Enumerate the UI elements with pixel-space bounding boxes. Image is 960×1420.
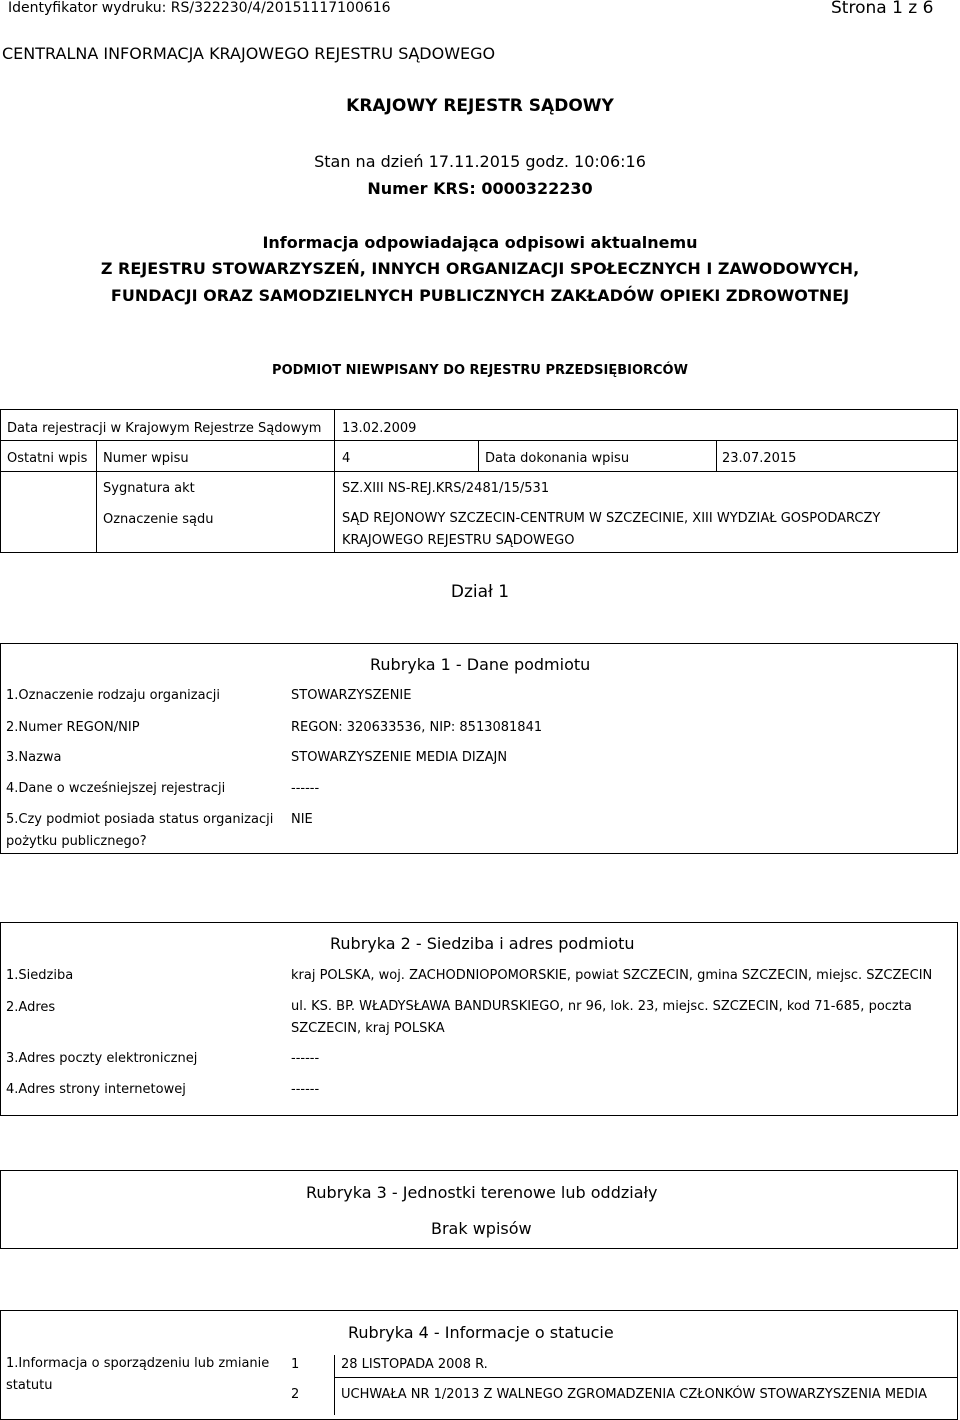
signature-label: Sygnatura akt: [103, 481, 195, 496]
r4-entry-2-value: UCHWAŁA NR 1/2013 Z WALNEGO ZGROMADZENIA CZŁONKÓW STOWARZYSZENIA MEDIA: [341, 1387, 927, 1402]
r1-value-4: ------: [291, 781, 320, 796]
entry-date-label: Data dokonania wpisu: [485, 451, 630, 466]
rubryka-3-empty: Brak wpisów: [431, 1219, 532, 1238]
subject-type: PODMIOT NIEWPISANY DO REJESTRU PRZEDSIĘBIORCÓW: [272, 363, 688, 378]
signature-value: SZ.XIII NS-REJ.KRS/2481/15/531: [342, 481, 550, 496]
r2-value-4: ------: [291, 1082, 320, 1097]
r2-value-1: kraj POLSKA, woj. ZACHODNIOPOMORSKIE, powiat SZCZECIN, gmina SZCZECIN, miejsc. SZCZECIN: [291, 968, 933, 983]
r2-label-2: 2.Adres: [6, 1000, 56, 1015]
r2-label-3: 3.Adres poczty elektronicznej: [6, 1051, 198, 1066]
rubryka-1-title: Rubryka 1 - Dane podmiotu: [370, 655, 591, 674]
r1-value-2: REGON: 320633536, NIP: 8513081841: [291, 720, 543, 735]
state-date: Stan na dzień 17.11.2015 godz. 10:06:16: [314, 152, 646, 171]
info-line-3: FUNDACJI ORAZ SAMODZIELNYCH PUBLICZNYCH ZAKŁADÓW OPIEKI ZDROWOTNEJ: [110, 286, 850, 305]
r1-label-3: 3.Nazwa: [6, 750, 62, 765]
section-title: Dział 1: [450, 582, 510, 602]
r1-value-3: STOWARZYSZENIE MEDIA DIZAJN: [291, 750, 508, 765]
r1-label-1: 1.Oznaczenie rodzaju organizacji: [6, 688, 220, 703]
registration-date-value: 13.02.2009: [342, 421, 417, 436]
r1-label-4: 4.Dane o wcześniejszej rejestracji: [6, 781, 226, 796]
r1-label-5: 5.Czy podmiot posiada status organizacji pożytku publicznego?: [6, 812, 274, 849]
r4-label-1: 1.Informacja o sporządzeniu lub zmianie statutu: [6, 1356, 270, 1393]
rubryka-2-title: Rubryka 2 - Siedziba i adres podmiotu: [330, 934, 635, 953]
rubryka-4-title: Rubryka 4 - Informacje o statucie: [348, 1323, 614, 1342]
r2-label-4: 4.Adres strony internetowej: [6, 1082, 186, 1097]
registry-title: KRAJOWY REJESTR SĄDOWY: [346, 96, 614, 116]
court-value: SĄD REJONOWY SZCZECIN-CENTRUM W SZCZECINIE, XIII WYDZIAŁ GOSPODARCZY KRAJOWEGO REJESTRU SĄDOWEGO: [342, 511, 881, 548]
print-identifier: Identyfikator wydruku: RS/322230/4/20151117100616: [8, 0, 391, 16]
r1-value-5: NIE: [291, 812, 313, 827]
r1-value-1: STOWARZYSZENIE: [291, 688, 412, 703]
r4-entry-2-number: 2: [291, 1387, 300, 1402]
central-info-heading: CENTRALNA INFORMACJA KRAJOWEGO REJESTRU SĄDOWEGO: [2, 44, 496, 63]
krs-number: Numer KRS: 0000322230: [367, 179, 593, 198]
info-line-1: Informacja odpowiadająca odpisowi aktualnemu: [262, 233, 698, 252]
court-label: Oznaczenie sądu: [103, 512, 214, 527]
last-entry-label: Ostatni wpis: [7, 451, 88, 466]
r2-value-3: ------: [291, 1051, 320, 1066]
r4-entry-1-number: 1: [291, 1357, 300, 1372]
r1-label-2: 2.Numer REGON/NIP: [6, 720, 140, 735]
registration-date-label: Data rejestracji w Krajowym Rejestrze Sądowym: [7, 421, 322, 436]
r2-label-1: 1.Siedziba: [6, 968, 74, 983]
info-line-2: Z REJESTRU STOWARZYSZEŃ, INNYCH ORGANIZACJI SPOŁECZNYCH I ZAWODOWYCH,: [100, 259, 860, 278]
entry-number-label: Numer wpisu: [103, 451, 189, 466]
r2-value-2: ul. KS. BP. WŁADYSŁAWA BANDURSKIEGO, nr 96, lok. 23, miejsc. SZCZECIN, kod 71-685, poczta SZCZECIN, kraj POLSKA: [291, 999, 912, 1036]
r4-entry-1-value: 28 LISTOPADA 2008 R.: [341, 1357, 488, 1372]
page-number: Strona 1 z 6: [831, 0, 934, 18]
rubryka-3-title: Rubryka 3 - Jednostki terenowe lub oddziały: [306, 1183, 658, 1202]
entry-date-value: 23.07.2015: [722, 451, 797, 466]
entry-number-value: 4: [342, 451, 351, 466]
